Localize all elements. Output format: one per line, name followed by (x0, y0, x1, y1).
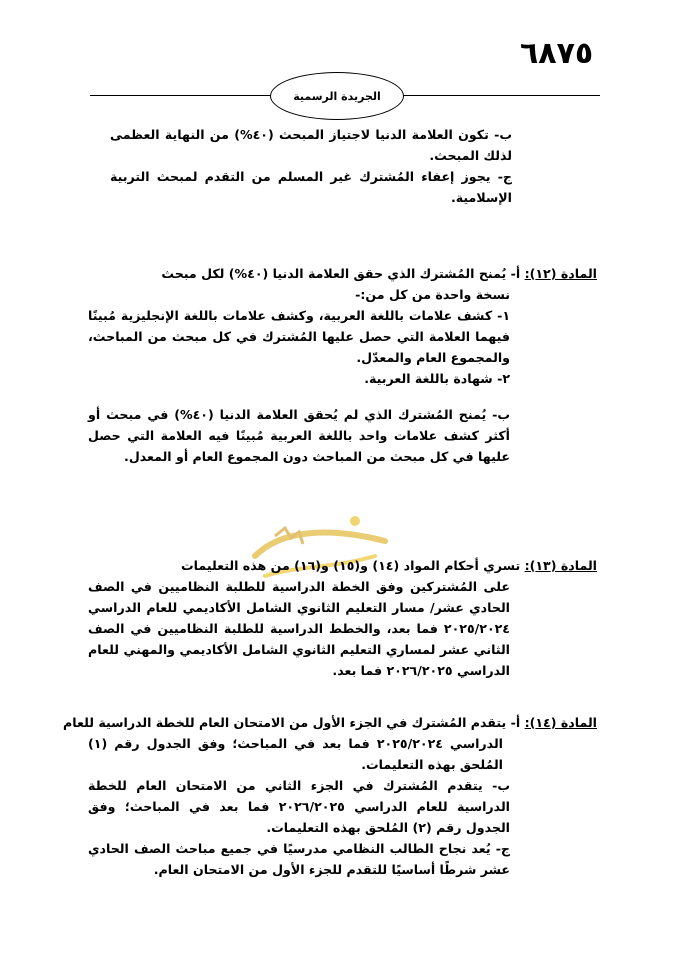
article-13-body-text: على المُشتركين وفق الخطة الدراسية للطلبة النظاميين في الصف الحادي عشر/ مسار التعليم الثانوي الشامل الأكاديمي للعام الدراسي ٢٠٢٥/٢٠٢٤ فما بعد، والخطط الدراسية للطلبة النظاميين في الصف الثاني عشر لمساري التعليم الثانوي الشامل الأكاديمي والمهني للعام الدراسي ٢٠٢٦/٢٠٢٥ فما بعد. (88, 579, 510, 678)
item-b-text: ب- تكون العلامة الدنيا لاجتياز المبحث (٤٠%) من النهاية العظمى لذلك المبحث. (110, 127, 512, 163)
article-13-first-line (181, 555, 597, 576)
article-14-b (88, 775, 510, 838)
article-12-item1 (88, 305, 510, 368)
item-j-text: ج- يجوز إعفاء المُشترك غير المسلم من التقدم لمبحث التربية الإسلامية. (110, 169, 512, 205)
article-14-a-line1: أ- يتقدم المُشترك في الجزء الأول من الامتحان العام للخطة الدراسية للعام (63, 715, 521, 730)
article-14-first-line (63, 712, 597, 733)
article-12-a-line2 (88, 284, 510, 305)
article-12-a-line1: أ- يُمنح المُشترك الذي حقق العلامة الدنيا (٤٠%) لكل مبحث (161, 266, 521, 281)
article-13-label: المادة (١٣): (524, 558, 597, 573)
article-12-label: المادة (١٢): (524, 266, 597, 281)
article-14-j-text: ج- يُعد نجاح الطالب النظامي مدرسيًا في جميع مباحث الصف الحادي عشر شرطًا أساسيًا للتقدم للجزء الأول من الامتحان العام. (88, 841, 510, 877)
article-12-b (88, 404, 510, 467)
article-12-item2-text: ٢- شهادة باللغة العربية. (364, 371, 510, 386)
article-12-item1-text: ١- كشف علامات باللغة العربية، وكشف علامات باللغة الإنجليزية مُبينًا فيهما العلامة التي حصل عليها المُشترك في كل مبحث من المباحث، والمجموع العام والمعدّل. (88, 308, 510, 365)
item-b-top (110, 124, 512, 166)
article-14-label: المادة (١٤): (524, 715, 597, 730)
page-number: ٦٨٧٥ (520, 36, 594, 71)
article-12-item2 (88, 368, 510, 389)
article-14-j (88, 838, 510, 880)
article-12-b-text: ب- يُمنح المُشترك الذي لم يُحقق العلامة الدنيا (٤٠%) في مبحث أو أكثر كشف علامات واحد باللغة العربية مُبينًا فيه العلامة التي حصل عليها في كل مبحث من المباحث دون المجموع العام أو المعدل. (88, 407, 510, 464)
article-14-a-rest (88, 733, 503, 775)
article-13-body (88, 576, 510, 681)
article-12-a-line2-text: نسخة واحدة من كل من:- (355, 287, 510, 302)
article-13-line1: تسري أحكام المواد (١٤) و(١٥) و(١٦) من هذه التعليمات (181, 558, 521, 573)
header-title: الجريدة الرسمية (270, 72, 404, 120)
article-14-a-rest-text: الدراسي ٢٠٢٥/٢٠٢٤ فما بعد في المباحث؛ وفق الجدول رقم (١) المُلحق بهذه التعليمات. (88, 736, 503, 772)
article-14-b-text: ب- يتقدم المُشترك في الجزء الثاني من الامتحان العام للخطة الدراسية للعام الدراسي ٢٠٢٦/٢٠٢٥ فما بعد في المباحث؛ وفق الجدول رقم (٢) المُلحق بهذه التعليمات. (88, 778, 510, 835)
item-j-top (110, 166, 512, 208)
article-12-first-line (161, 263, 597, 284)
